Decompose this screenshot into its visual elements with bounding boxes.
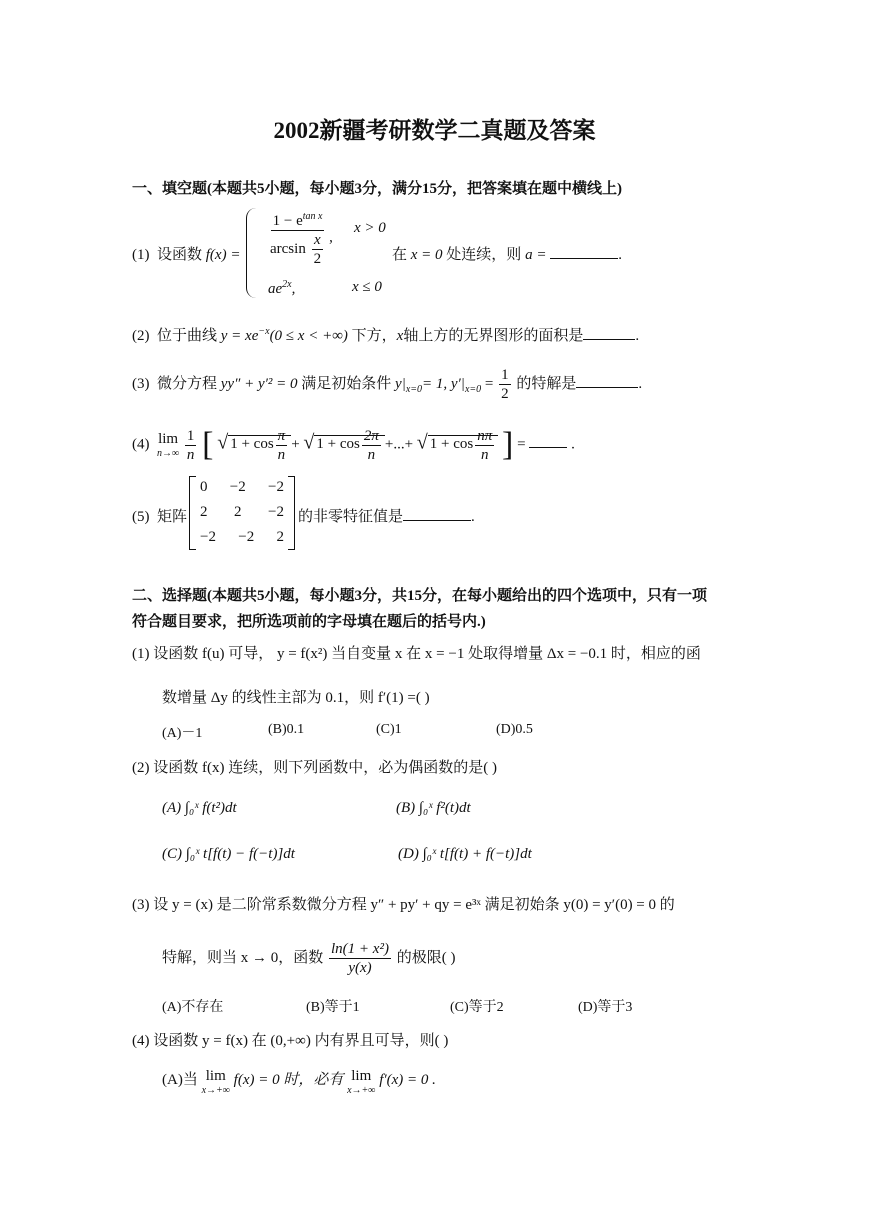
matrix-cell: 0 (200, 479, 208, 495)
s2q3-text-a: 特解，则当 x → 0，函数 (162, 949, 324, 966)
q4-answer-blank[interactable] (529, 435, 567, 448)
q1-case2: $ae^{2x}$, (268, 279, 296, 297)
q4-lim-sub: n→∞ (157, 448, 180, 459)
q4-number: (4) (132, 436, 150, 453)
q2-expr: y = xe (220, 328, 259, 344)
q4-rbracket: ] (502, 426, 514, 463)
q1-case1-fraction: $1 - e^{tan x}$ arcsin $\frac{x}{2}$ , (266, 208, 333, 268)
q3-number: (3) (132, 375, 150, 392)
q1-answer-blank[interactable] (550, 246, 618, 259)
q1-case1-den: arcsin (270, 240, 306, 257)
q3-cond-sub2: x=0 (464, 383, 482, 395)
q1-end: . (618, 247, 622, 263)
q4-lim: lim (158, 431, 179, 447)
q4-dots: +...+ (384, 436, 414, 453)
matrix-cell: −2 (268, 504, 284, 520)
s2q1-line1: (1) 设函数 f(u) 可导， y = f(x²) 当自变量 x 在 x = −1 处取得增量 Δx = −0.1 时，相应的函 (132, 646, 701, 662)
q3-eq: yy″ + y′² = 0 (220, 375, 298, 392)
q4-n3: n (481, 446, 489, 463)
q1-den-x: x (313, 232, 321, 248)
q4-term1 (228, 427, 291, 463)
q4-prefactor (185, 427, 197, 464)
q4-limit (157, 431, 179, 459)
q4-sqrt-icon-2: √ (303, 431, 315, 454)
matrix-cell: 2 (276, 529, 284, 545)
q1-suffix-a: 在 (392, 247, 408, 263)
q4-pi: π (277, 427, 286, 444)
matrix-cell: −2 (238, 529, 255, 545)
s2q1-option-b[interactable]: (B)0.1 (268, 722, 305, 737)
q3-answer-blank[interactable] (576, 375, 638, 388)
q5-text-b: 的非零特征值是 (298, 509, 404, 525)
q1-case2-sup: 2x (282, 279, 292, 290)
q1-suffix-b: x = 0 (410, 247, 443, 263)
q2-answer-blank[interactable] (583, 327, 635, 340)
q2-expr-sup: −x (258, 326, 270, 337)
s2q3-option-c[interactable]: (C)等于2 (450, 1000, 504, 1015)
q3-half-num: 1 (501, 367, 509, 383)
q2-line (132, 324, 639, 345)
s2q3-option-b[interactable]: (B)等于1 (306, 1000, 360, 1015)
q1-case1-num: 1 − e (272, 213, 303, 229)
matrix-row-2 (200, 504, 284, 521)
matrix-cell: 2 (234, 504, 242, 520)
s2q2-option-b[interactable]: (B) ∫₀ˣ f²(t)dt (396, 800, 471, 816)
s2q3-line1: (3) 设 y = (x) 是二阶常系数微分方程 y″ + py′ + qy = e³ˣ 满足初始条 y(0) = y′(0) = 0 的 (132, 897, 675, 913)
s2q4-line1: (4) 设函数 y = f(x) 在 (0,+∞) 内有界且可导，则( ) (132, 1033, 449, 1049)
q1-fx: f(x) = (205, 247, 241, 263)
q4-eq: = (517, 436, 526, 453)
s2q4-lim-1 (202, 1068, 230, 1096)
s2q3-num: ln(1 + x²) (331, 941, 389, 957)
q3-cond: y| (395, 375, 406, 392)
s2q3-text-b: 的极限( ) (396, 949, 456, 966)
q5-label (132, 505, 187, 526)
s2q2-line1: (2) 设函数 f(x) 连续，则下列函数中，必为偶函数的是( ) (132, 760, 497, 776)
q2-xvar: x (396, 328, 404, 344)
q4-n: n (186, 446, 195, 463)
q1-suffix-d: a = (525, 247, 547, 263)
q2-text-a: 位于曲线 (157, 328, 218, 344)
q4-npi: nπ (477, 427, 493, 444)
s2q2-option-d[interactable]: (D) ∫₀ˣ t[f(t) + f(−t)]dt (398, 846, 532, 862)
q4-n2: n (367, 446, 376, 463)
s2q4-lim-sub: x→+∞ (201, 1085, 230, 1096)
q3-text-b: 满足初始条件 (301, 375, 392, 392)
s2q1-option-c[interactable]: (C)1 (376, 722, 402, 737)
q3-end: . (638, 375, 643, 392)
q1-brace (246, 208, 267, 298)
q4-sqrt-icon: √ (217, 431, 229, 454)
section2-heading-line2: 符合题目要求，把所选项前的字母填在题后的括号内.) (132, 614, 486, 630)
q3-half-den: 2 (501, 386, 509, 402)
q2-number: (2) (132, 328, 150, 344)
q4-term3 (428, 427, 498, 463)
q3-cond-c: = (484, 375, 494, 392)
q1-suffix (392, 243, 622, 264)
q1-case1-sup: tan x (302, 211, 323, 222)
s2q1-option-d[interactable]: (D)0.5 (496, 722, 533, 737)
q3-text-c: 的特解是 (516, 375, 577, 392)
q4-end: . (571, 436, 575, 453)
q3-line (132, 366, 642, 403)
s2q4-opt-a-end: f′(x) = 0 . (379, 1072, 436, 1088)
q3-cond-b: = 1, y′| (422, 375, 465, 392)
q2-text-b: 下方， (351, 328, 397, 344)
document-title: 2002新疆考研数学二真题及答案 (273, 118, 596, 143)
s2q2-option-c[interactable]: (C) ∫₀ˣ t[f(t) − f(−t)]dt (162, 846, 295, 862)
q4-plus: + (291, 436, 300, 453)
q4-term2-text: 1 + cos (316, 436, 360, 453)
section2-heading-line1: 二、选择题(本题共5小题，每小题3分，共15分，在每小题给出的四个选项中，只有一项 (132, 588, 707, 604)
q1-den-2: 2 (313, 251, 322, 267)
q1-case2-cond: x ≤ 0 (352, 279, 382, 295)
section1-heading: 一、填空题(本题共5小题，每小题3分，满分15分，把答案填在题中横线上) (132, 181, 622, 197)
q1-prefix: 设函数 (157, 247, 203, 263)
q1-label (132, 243, 240, 264)
s2q3-den: y(x) (348, 960, 372, 976)
q4-line (132, 426, 575, 464)
q1-number: (1) (132, 247, 150, 263)
q4-sqrt-icon-3: √ (416, 431, 428, 454)
q1-suffix-c: 处连续，则 (446, 247, 522, 263)
matrix-cell: −2 (229, 479, 246, 495)
q4-one: 1 (186, 427, 195, 444)
q4-lbracket: [ (202, 426, 214, 463)
s2q2-option-a[interactable]: (A) ∫₀ˣ f(t²)dt (162, 800, 237, 816)
q3-half (499, 366, 511, 403)
q5-answer-blank[interactable] (403, 508, 471, 521)
s2q3-fraction (329, 940, 391, 977)
matrix-row-1 (200, 479, 284, 496)
matrix-row-3 (200, 529, 284, 546)
s2q4-opt-a-text: (A)当 (162, 1072, 198, 1088)
q4-term2 (314, 427, 384, 463)
s2q1-option-a[interactable]: (A)－1 (162, 726, 203, 741)
q5-number: (5) (132, 509, 150, 525)
q5-end: . (471, 509, 475, 525)
s2q3-option-d[interactable]: (D)等于3 (578, 1000, 633, 1015)
q4-term1-text: 1 + cos (230, 436, 274, 453)
q5-suffix (298, 505, 475, 526)
q2-text-c: 轴上方的无界图形的面积是 (403, 328, 584, 344)
q4-2pi: 2π (363, 427, 379, 444)
s2q1-line2: 数增量 Δy 的线性主部为 0.1，则 f′(1) =( ) (162, 690, 430, 706)
q3-text-a: 微分方程 (157, 375, 218, 392)
s2q4-lim-2 (347, 1068, 375, 1096)
matrix-cell: −2 (200, 529, 216, 545)
s2q4-lim-text: lim (205, 1068, 226, 1084)
q1-case1-cond: x > 0 (354, 220, 386, 236)
matrix-cell: 2 (200, 504, 208, 520)
q4-n1: n (277, 446, 286, 463)
q5-matrix (189, 476, 295, 550)
q5-text-a: 矩阵 (157, 509, 188, 525)
q2-range: (0 ≤ x < +∞) (269, 328, 348, 344)
q2-end: . (635, 328, 640, 344)
q1-case2-expr: ae (268, 281, 283, 297)
s2q4-option-a[interactable] (162, 1068, 436, 1096)
s2q3-option-a[interactable]: (A)不存在 (162, 1000, 224, 1015)
q4-term3-text: 1 + cos (429, 436, 474, 453)
s2q3-line2 (162, 940, 455, 977)
q3-cond-sub: x=0 (405, 383, 422, 395)
s2q4-lim-sub-2: x→+∞ (347, 1085, 376, 1096)
matrix-cell: −2 (268, 479, 284, 495)
s2q4-lim-text-2: lim (351, 1068, 372, 1084)
s2q4-opt-a-mid: f(x) = 0 时，必有 (233, 1072, 344, 1088)
